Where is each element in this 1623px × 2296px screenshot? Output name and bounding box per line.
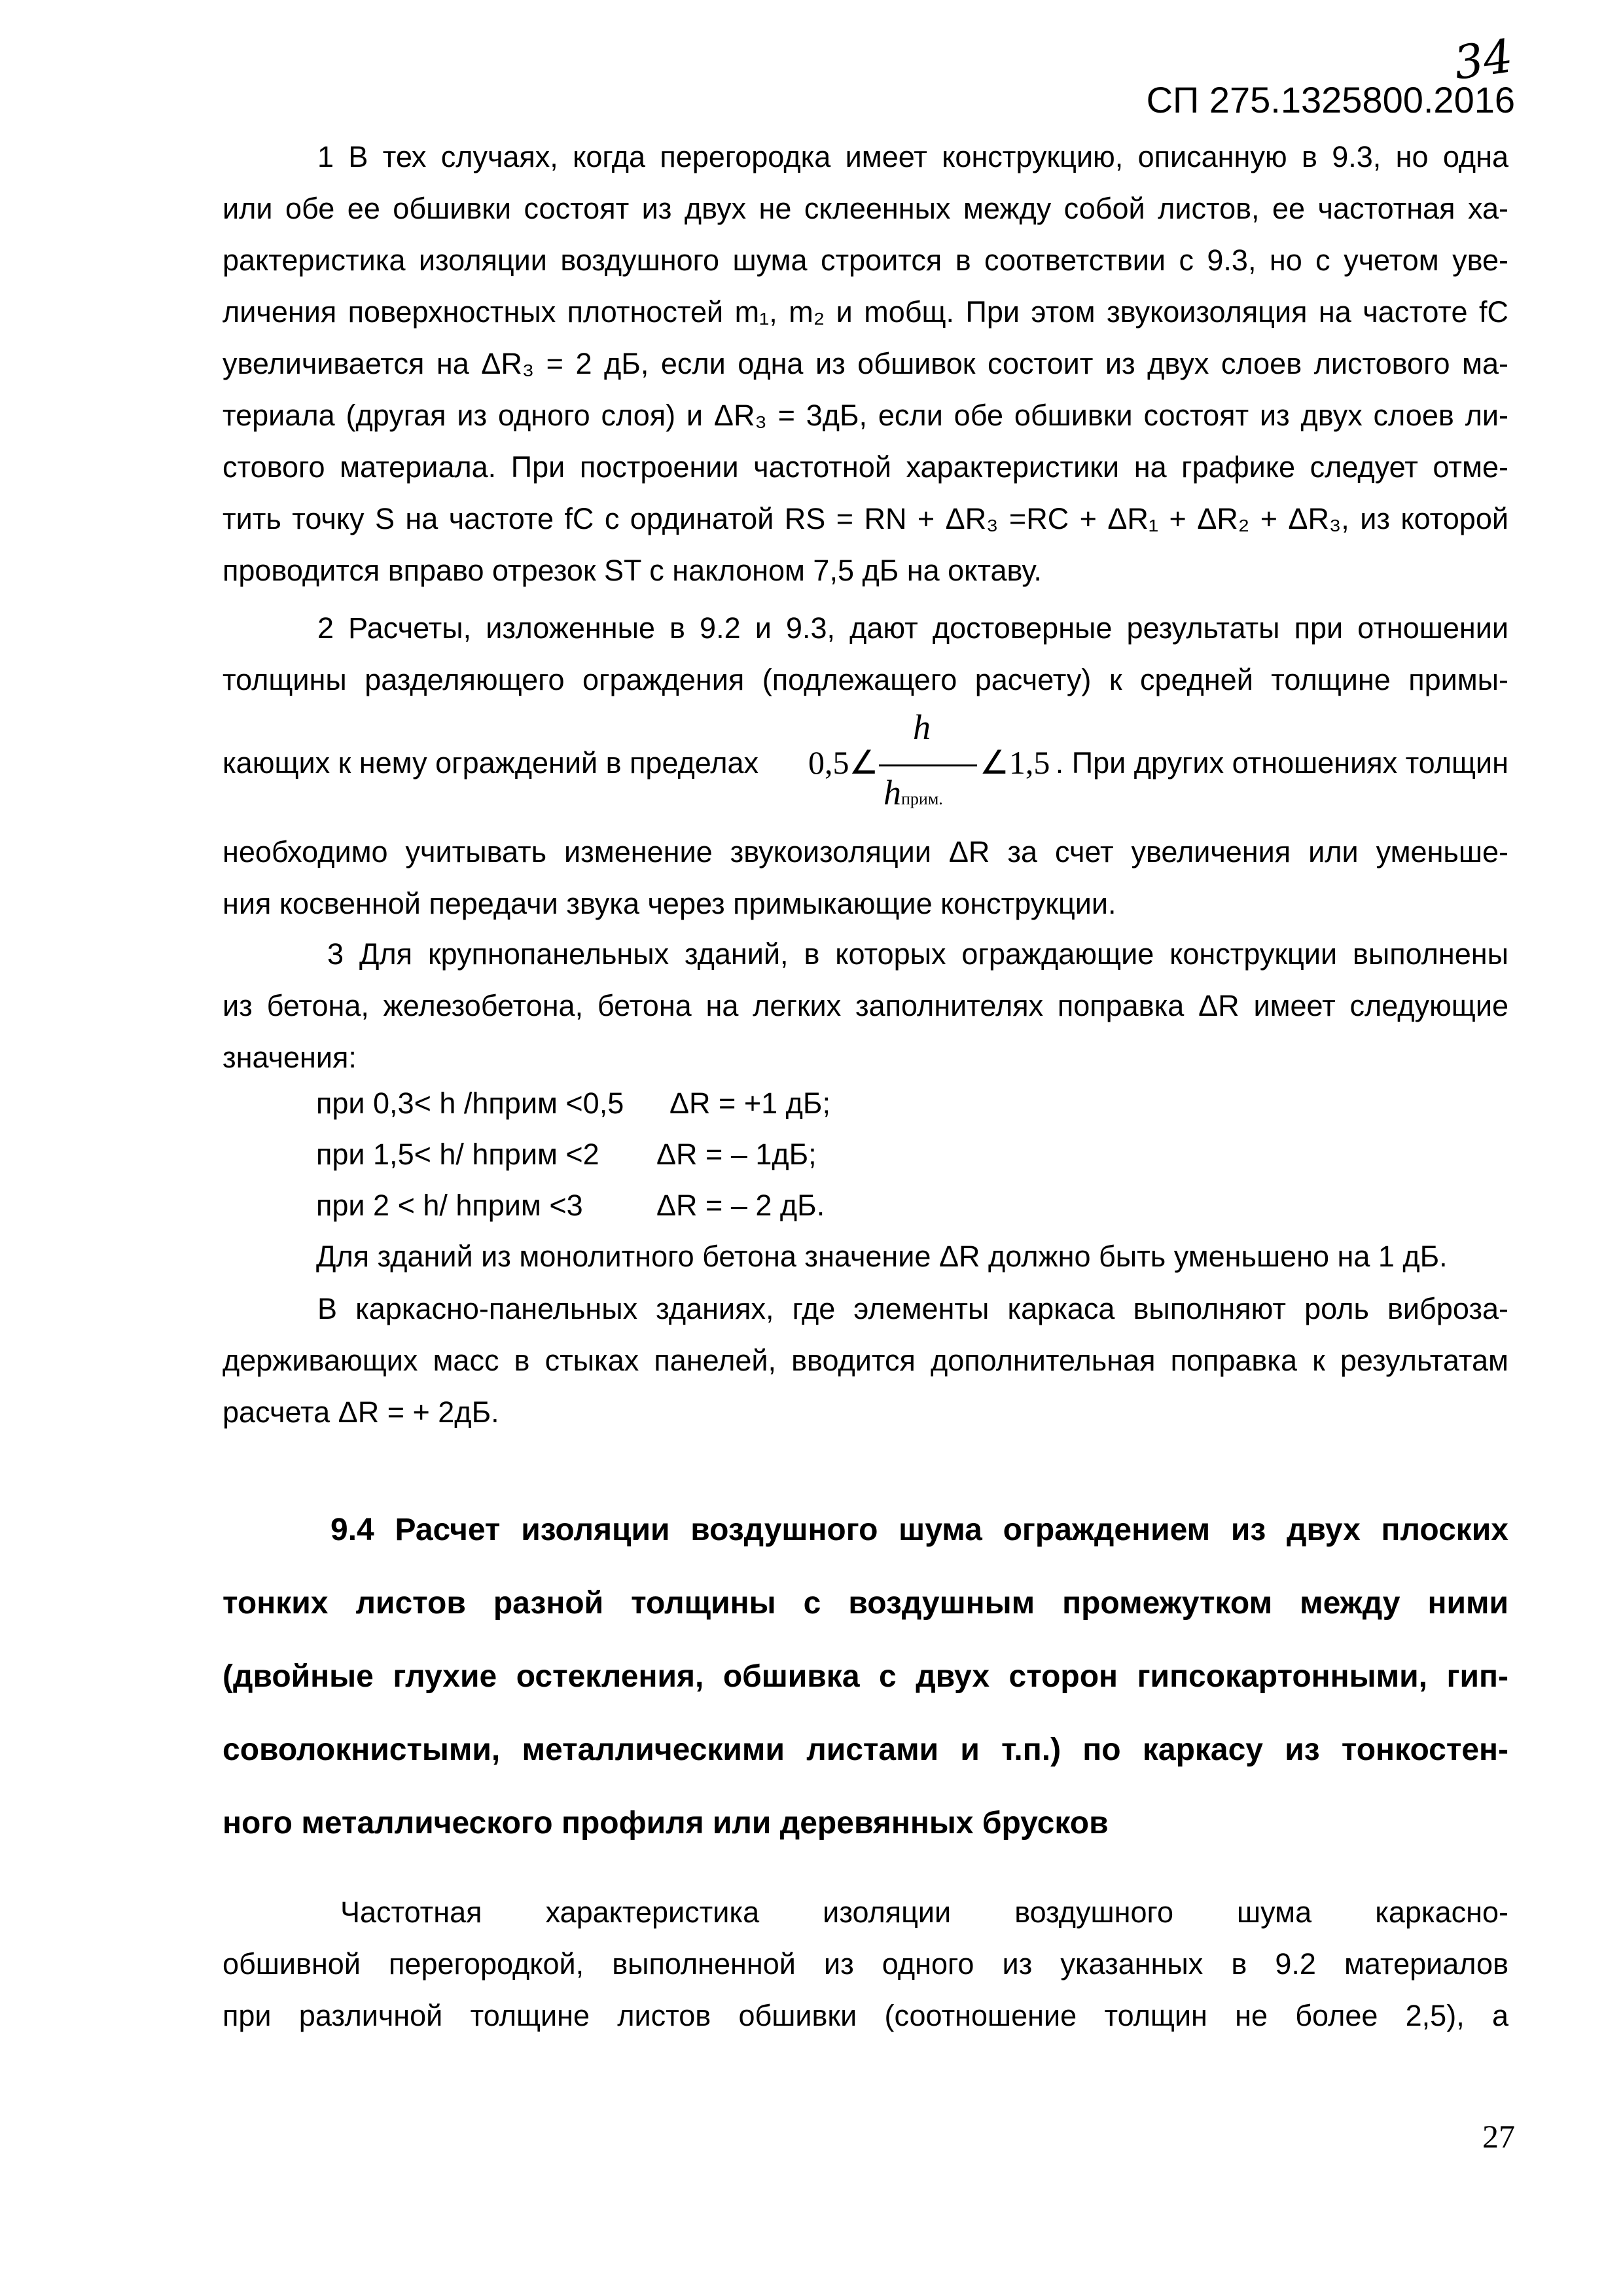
note-2-line: ния косвенной передачи звука через примыкающие конструкции. [223,887,1116,920]
section-heading-line: 9.4 Расчет изоляции воздушного шума ограждением из двух плоских [330,1513,1508,1547]
frame-panel-line: держивающих масс в стыках панелей, вводится дополнительная поправка к результатам [223,1344,1508,1377]
document-code-header: СП 275.1325800.2016 [1146,79,1515,120]
frame-panel-line: расчета ΔR = + 2дБ. [223,1395,499,1429]
note-2-line: толщины разделяющего ограждения (подлежащего расчету) к средней толщине примы- [223,663,1508,696]
note-1-line: личения поверхностных плотностей m₁, m₂ и mобщ. При этом звукоизоляция на частоте fC [223,295,1508,329]
section-body [223,1886,1508,2041]
note-2-line: необходимо учитывать изменение звукоизоляции ΔR за счет увеличения или уменьше- [223,835,1508,869]
section-body-line: при различной толщине листов обшивки (соотношение толщин не более 2,5), а [223,1999,1508,2032]
formula-upper-bound: ∠1,5 [980,744,1050,781]
note-3 [223,928,1508,1083]
formula-lower-bound: 0,5∠ [808,744,879,781]
note-2-line: 2 Расчеты, изложенные в 9.2 и 9.3, дают достоверные результаты при отношении [317,611,1508,645]
section-heading-line: (двойные глухие остекления, обшивка с двух сторон гипсокартонными, гип- [223,1659,1508,1694]
section-heading-line: соволокнистыми, металлическими листами и т.п.) по каркасу из тонкостен- [223,1732,1508,1767]
section-heading-line: ного металлического профиля или деревянных брусков [223,1806,1109,1840]
frame-panel-line: В каркасно-панельных зданиях, где элементы каркаса выполняют роль виброза- [317,1292,1508,1325]
condition-value: ΔR = – 1дБ; [656,1138,817,1171]
note-1-line: тить точку S на частоте fC с ординатой RS = RN + ΔR₃ =RC + ΔR₁ + ΔR₂ + ΔR₃, из которой [223,502,1508,535]
note-1-line: 1 В тех случаях, когда перегородка имеет конструкцию, описанную в 9.3, но одна [317,140,1508,173]
handwritten-page-mark: 34 [1450,29,1516,90]
note-3-line: значения: [223,1041,357,1074]
note-2-continuation [223,826,1508,929]
condition-range: при 1,5< h/ hприм <2 [316,1138,599,1171]
condition-value: ΔR = +1 дБ; [669,1086,830,1120]
note-1-line: стового материала. При построении частотной характеристики на графике следует отме- [223,450,1508,484]
formula-numerator: h [913,708,931,747]
note-1-line: проводится вправо отрезок ST с наклоном 7,5 дБ на октаву. [223,554,1042,587]
section-body-line: Частотная характеристика изоляции воздушного шума каркасно- [340,1895,1508,1929]
monolithic-note: Для зданий из монолитного бетона значение ΔR должно быть уменьшено на 1 дБ. [316,1240,1448,1273]
condition-value: ΔR = – 2 дБ. [656,1189,825,1222]
formula-denominator-subscript: прим. [901,789,943,808]
note-1-line: или обе ее обшивки состоят из двух не склеенных между собой листов, ее частотная ха- [223,192,1508,225]
note-1-line: рактеристика изоляции воздушного шума строится в соответствии с 9.3, но с учетом уве- [223,243,1508,277]
frame-panel-note [223,1283,1508,1438]
note-3-line: из бетона, железобетона, бетона на легких заполнителях поправка ΔR имеет следующие [223,989,1508,1022]
section-heading [223,1494,1508,1860]
formula-denominator: hприм. [883,773,943,812]
thickness-ratio-formula [808,707,1083,838]
formula-prefix: кающих к нему ограждений в пределах [223,746,759,780]
page-number: 27 [1482,2118,1515,2155]
fraction-bar [879,764,977,766]
note-1-line: териала (другая из одного слоя) и ΔR₃ = 3дБ, если обе обшивки состоят из двух слоев ли- [223,399,1508,432]
note-2 [223,602,1508,706]
note-3-line: 3 Для крупнопанельных зданий, в которых ограждающие конструкции выполнены [327,937,1508,971]
note-2-formula-line [223,707,1508,838]
section-heading-line: тонких листов разной толщины с воздушным промежутком между ними [223,1586,1508,1621]
note-1 [223,131,1508,596]
condition-range: при 0,3< h /hприм <0,5 [316,1086,624,1120]
formula-suffix: . При других отношениях толщин [1055,746,1508,780]
section-body-line: обшивной перегородкой, выполненной из одного из указанных в 9.2 материалов [223,1947,1508,1981]
note-1-line: увеличивается на ΔR₃ = 2 дБ, если одна из обшивок состоит из двух слоев листового ма- [223,347,1508,380]
condition-range: при 2 < h/ hприм <3 [316,1189,583,1222]
